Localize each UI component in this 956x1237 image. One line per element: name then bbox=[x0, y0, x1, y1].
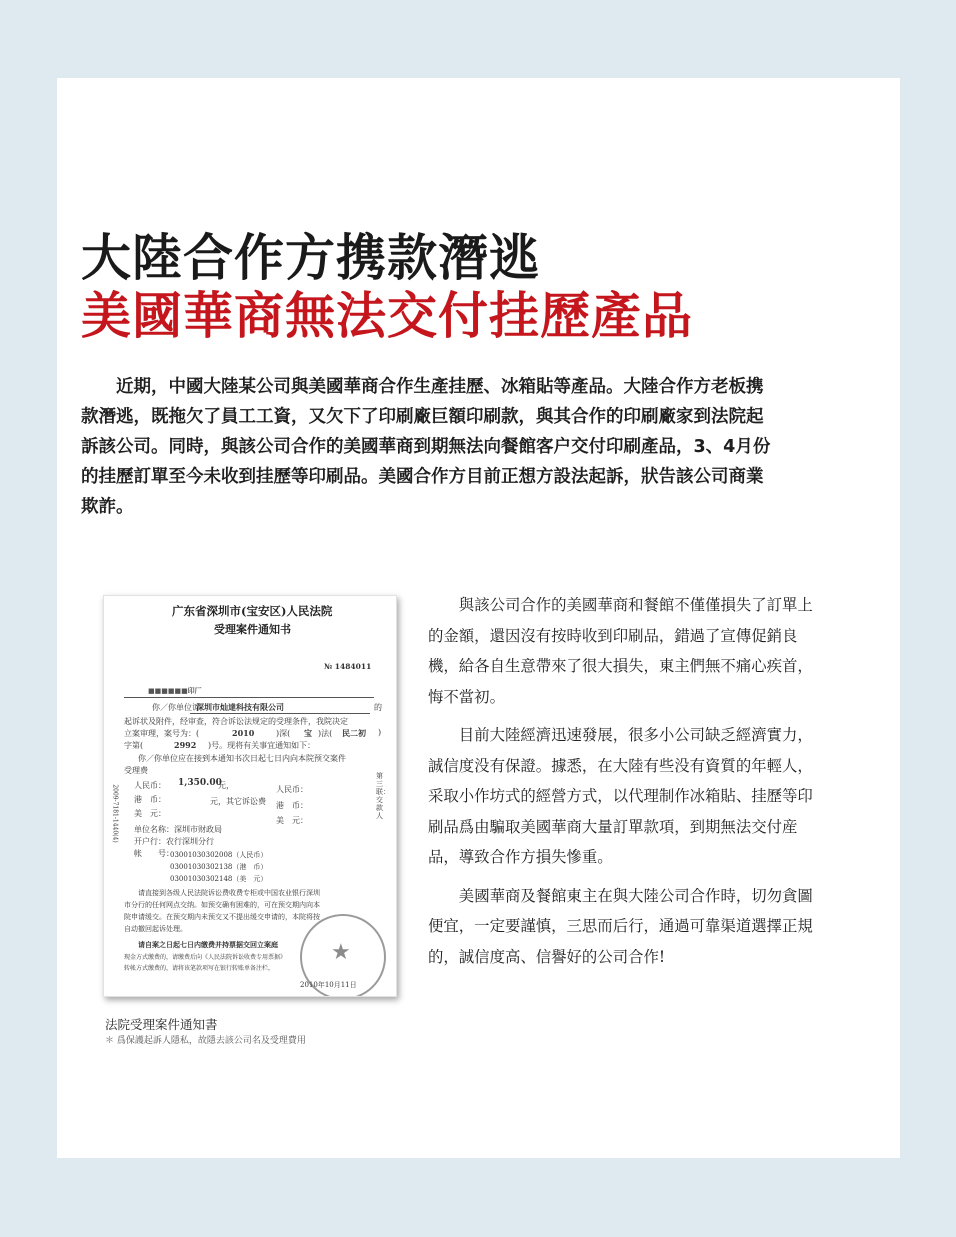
notice-fa: )法( bbox=[318, 729, 333, 738]
notice-account-2: 03001030302138（港 币） bbox=[170, 863, 268, 871]
body-paragraph: 與該公司合作的美國華商和餐館不僅僅損失了訂單上的金額，還因沒有按時收到印刷品，錯過了宣傳促銷良機，給各自生意帶來了很大損失，東主們無不痛心疾首，悔不當初。 bbox=[428, 596, 813, 706]
notice-para2-4: 自动撤回起诉处理。 bbox=[124, 925, 187, 933]
headline-line-1: 大陸合作方携款潛逃 bbox=[81, 228, 540, 287]
notice-court-short: 宝 bbox=[304, 728, 312, 738]
image-note: ＊ 爲保護起訴人隱私，故隱去該公司名及受理費用 bbox=[105, 1036, 306, 1046]
notice-copy-mark: 第三联：交款人 bbox=[376, 772, 390, 820]
notice-hao: )号。现将有关事宜通知如下： bbox=[208, 741, 316, 750]
notice-para2-2: 市分行的任何网点交纳。如预交确有困难的，可在预交期内向本 bbox=[124, 901, 320, 909]
notice-zidi: 字第( bbox=[124, 741, 144, 750]
notice-yuan: 元， bbox=[218, 781, 234, 790]
notice-case-type: 民二初 bbox=[342, 728, 366, 738]
notice-side-mark: 2009-7181-1440(4) bbox=[111, 784, 119, 843]
seal-star-icon: ★ bbox=[331, 940, 351, 965]
notice-case-no: 2992 bbox=[174, 740, 197, 750]
notice-account-3: 03001030302148（美 元） bbox=[170, 875, 268, 883]
notice-para3: 请自案之日起七日内缴费并持票据交回立案庭 bbox=[138, 940, 278, 949]
notice-underline bbox=[190, 713, 370, 714]
notice-bank: 开户行：农行深圳分行 bbox=[134, 837, 214, 846]
notice-date: 2010年10月11日 bbox=[300, 981, 357, 989]
notice-row-usd: 美 元： bbox=[134, 809, 166, 818]
notice-row-rmb2: 人民币： bbox=[276, 785, 308, 794]
notice-claim-2: 立案审理，案号为：( bbox=[124, 729, 200, 738]
notice-underline bbox=[124, 697, 374, 698]
notice-account-label: 帐 号： bbox=[134, 849, 174, 858]
notice-line-you: 你／你单位诉 bbox=[152, 703, 200, 712]
notice-title: 受理案件通知书 bbox=[214, 623, 291, 636]
notice-prepay: 你／你单位应在接到本通知书次日起七日内向本院预交案件 bbox=[138, 754, 346, 763]
notice-defendant: 深圳市灿達科技有限公司 bbox=[196, 702, 284, 712]
notice-recipient: ■■■■■■印厂 bbox=[148, 686, 202, 695]
notice-para5: 转帐方式缴费的，请将该笔款项写在银行转账单备注栏， bbox=[124, 965, 275, 972]
notice-account-1: 03001030302008（人民币） bbox=[170, 851, 268, 859]
notice-payee: 单位名称：深圳市财政局 bbox=[134, 825, 222, 834]
magazine-page bbox=[57, 78, 900, 1158]
notice-close-paren: ) bbox=[378, 728, 382, 737]
notice-row-usd2: 美 元： bbox=[276, 816, 308, 825]
article-body bbox=[428, 590, 813, 980]
notice-shen: )深( bbox=[276, 729, 291, 738]
notice-para2-1: 请直接到各级人民法院诉讼费收费专柜或中国农业银行深圳 bbox=[138, 889, 320, 897]
notice-amount: 1,350.00 bbox=[178, 778, 222, 788]
notice-row-hk2: 港 币： bbox=[276, 801, 308, 810]
notice-para4: 现金方式缴费的，请缴费后向《人民法院诉讼收费专用票据》 bbox=[124, 954, 287, 961]
notice-row-other: 元，其它诉讼费 bbox=[210, 797, 266, 806]
court-notice-image bbox=[103, 595, 397, 997]
notice-para2-3: 院申请缓交。在预交期内未预交又不提出缓交申请的，本院将按 bbox=[124, 913, 320, 921]
notice-year: 2010 bbox=[232, 728, 255, 738]
notice-row-hk: 港 币： bbox=[134, 795, 166, 804]
lead-paragraph: 近期，中國大陸某公司與美國華商合作生產挂歷、冰箱貼等產品。大陸合作方老板携款潛逃，既拖欠了員工工資，又欠下了印刷廠巨額印刷款，與其合作的印刷廠家到法院起訴該公司。同時，與該公司合作的美國華商到期無法向餐館客户交付印刷產品，3、4月份的挂歷訂單至今未收到挂歷等印刷品。美國合作方目前正想方設法起訴，狀告該公司商業欺詐。 bbox=[81, 377, 771, 517]
body-paragraph: 美國華商及餐館東主在與大陸公司合作時，切勿貪圖便宜，一定要謹慎，三思而后行，通過可靠渠道選擇正規的，誠信度高、信譽好的公司合作! bbox=[428, 886, 813, 966]
body-paragraph: 目前大陸經濟迅速發展，很多小公司缺乏經濟實力，誠信度没有保證。據悉，在大陸有些没有資質的年輕人，采取小作坊式的經營方式，以代理制作冰箱貼、挂歷等印刷品爲由騙取美國華商大量訂單款項，到期無法交付産品，導致合作方損失慘重。 bbox=[428, 726, 813, 866]
notice-line-de: 的 bbox=[374, 703, 382, 712]
headline-line-2: 美國華商無法交付挂歷產品 bbox=[81, 286, 693, 345]
notice-claim-1: 起诉状及附件，经审查，符合诉讼法规定的受理条件，我院决定 bbox=[124, 717, 348, 726]
image-caption: 法院受理案件通知書 bbox=[105, 1017, 218, 1032]
notice-fee: 受理费 bbox=[124, 766, 148, 775]
notice-number: № 1484011 bbox=[324, 662, 372, 671]
notice-court-name: 广东省深圳市(宝安区)人民法院 bbox=[172, 604, 333, 618]
notice-row-rmb: 人民币： bbox=[134, 781, 166, 790]
